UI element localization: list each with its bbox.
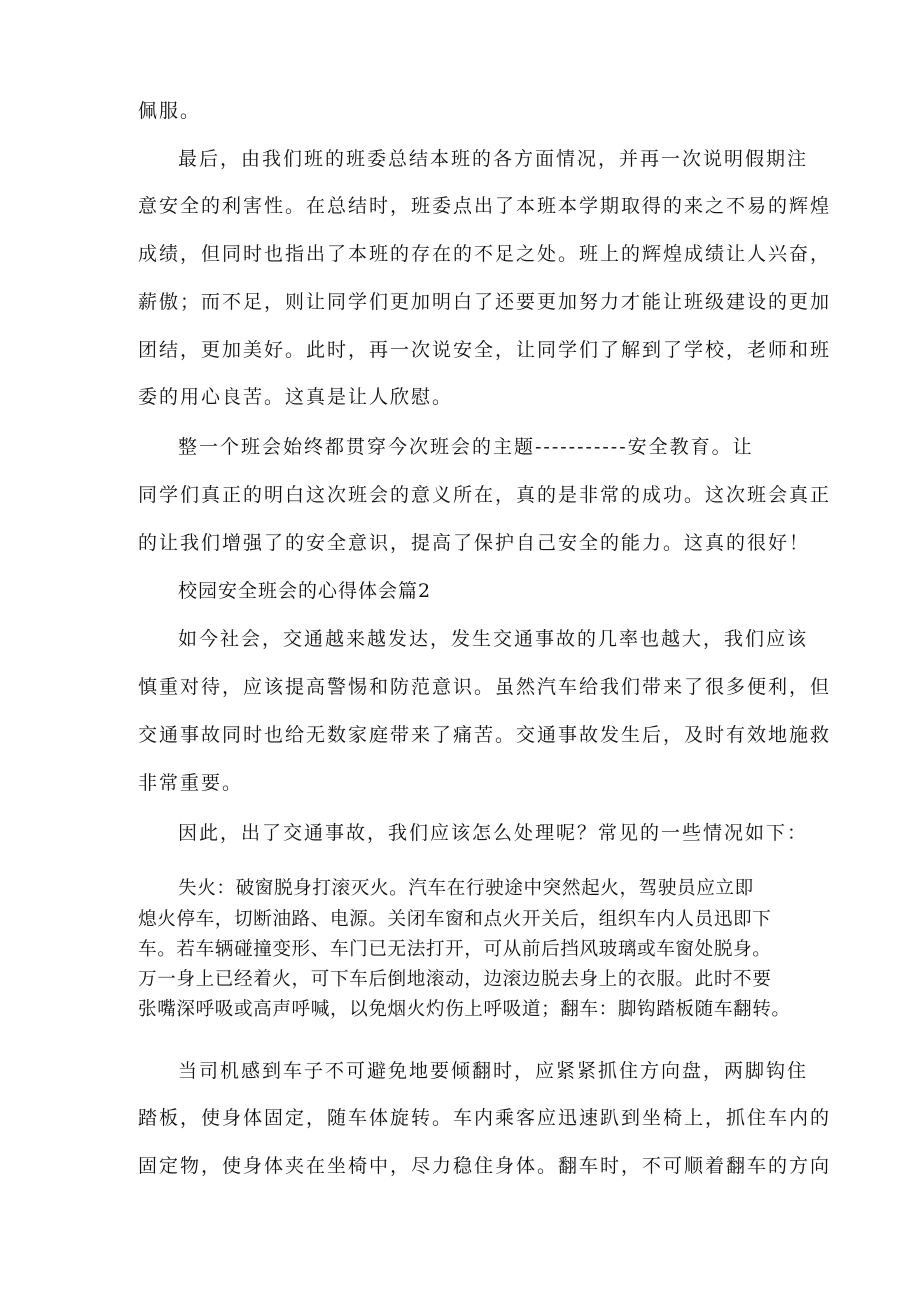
text-line: 慎重对待，应该提高警惕和防范意识。虽然汽车给我们带来了很多便利，但 [138, 676, 832, 698]
text-line: 薪傲；而不足，则让同学们更加明白了还要更加努力才能让班级建设的更加 [138, 291, 832, 313]
text-line: 佩服。 [138, 100, 202, 122]
text-line: 熄火停车，切断油路、电源。关闭车窗和点火开关后，组织车内人员迅即下 [138, 909, 772, 930]
text-line: 固定物，使身体夹在坐椅中，尽力稳住身体。翻车时，不可顺着翻车的方向 [138, 1155, 832, 1177]
paragraph-first-line: 最后，由我们班的班委总结本班的各方面情况，并再一次说明假期注 [178, 148, 809, 170]
text-line: 踏板，使身体固定，随车体旋转。车内乘客应迅速趴到坐椅上，抓住车内的 [138, 1107, 832, 1129]
text-line: 非常重要。 [138, 772, 244, 794]
text-line: 万一身上已经着火，可下车后倒地滚动，边滚边脱去身上的衣服。此时不要 [138, 969, 772, 990]
paragraph-first-line: 失火：破窗脱身打滚灭火。汽车在行驶途中突然起火，驾驶员应立即 [178, 878, 754, 899]
section-heading: 校园安全班会的心得体会篇2 [178, 580, 432, 602]
text-line: 同学们真正的明白这次班会的意义所在，真的是非常的成功。这次班会真正 [138, 484, 832, 506]
text-line: 委的用心良苦。这真是让人欣慰。 [138, 386, 454, 408]
text-line: 交通事故同时也给无数家庭带来了痛苦。交通事故发生后，及时有效地施救 [138, 724, 832, 746]
text-line: 张嘴深呼吸或高声呼喊，以免烟火灼伤上呼吸道；翻车：脚钩踏板随车翻转。 [138, 999, 791, 1020]
paragraph-first-line: 当司机感到车子不可避免地要倾翻时，应紧紧抓住方向盘，两脚钩住 [178, 1060, 809, 1082]
text-line: 车。若车辆碰撞变形、车门已无法打开，可从前后挡风玻璃或车窗处脱身。 [138, 939, 772, 960]
text-line: 团结，更加美好。此时，再一次说安全，让同学们了解到了学校，老师和班 [138, 339, 832, 361]
text-line: 成绩，但同时也指出了本班的存在的不足之处。班上的辉煌成绩让人兴奋， [138, 243, 832, 265]
paragraph-first-line: 因此，出了交通事故，我们应该怎么处理呢？常见的一些情况如下： [178, 822, 809, 844]
paragraph-first-line: 整一个班会始终都贯穿今次班会的主题-----------安全教育。让 [178, 436, 754, 458]
text-line: 的让我们增强了的安全意识，提高了保护自己安全的能力。这真的很好！ [138, 532, 811, 554]
paragraph-first-line: 如今社会，交通越来越发达，发生交通事故的几率也越大，我们应该 [178, 628, 809, 650]
text-line: 意安全的利害性。在总结时，班委点出了本班本学期取得的来之不易的辉煌 [138, 195, 832, 217]
